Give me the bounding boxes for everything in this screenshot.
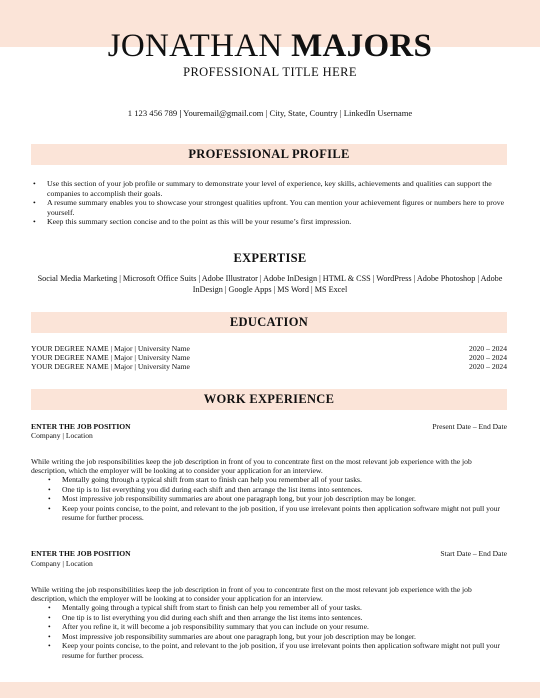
degree-dates: 2020 – 2024: [469, 362, 507, 371]
candidate-name: [0, 28, 540, 64]
profile-bullet: • Keep this summary section concise and to the point as this will be your resume’s first impression.: [31, 217, 509, 227]
job-bullet: • One tip is to list everything you did during each shift and then arrange the list items into sentences.: [48, 485, 508, 495]
job-title: ENTER THE JOB POSITION: [31, 422, 131, 431]
job-dates: Present Date – End Date: [432, 422, 507, 431]
first-name: JONATHAN: [107, 28, 283, 64]
education-heading: EDUCATION: [31, 312, 507, 333]
contact-email: Youremail@gmail.com: [183, 108, 264, 118]
contact-linkedin: LinkedIn Username: [343, 108, 413, 118]
job-description: While writing the job responsibilities keep the job description in front of you to concentrate first on the most relevant job experience with the job description, which the employer will be looking at to consider your application for an interview.: [31, 457, 472, 476]
contact-location: City, State, Country: [269, 108, 338, 118]
job-bullet-list: [48, 475, 508, 523]
education-row: [31, 353, 507, 362]
job-bullet: • One tip is to list everything you did during each shift and then arrange the list items into sentences.: [48, 613, 508, 623]
profile-bullet: • A resume summary enables you to showcase your strongest qualities upfront. You can mention your achievement figures or numbers here to prove yourself.: [31, 198, 509, 217]
profile-list: [31, 179, 509, 227]
job-dates: Start Date – End Date: [440, 549, 507, 558]
profile-bullet: • Use this section of your job profile or summary to demonstrate your level of experience, key skills, achievements and qualities can support the companies to accomplish their goals.: [31, 179, 509, 198]
profile-heading: PROFESSIONAL PROFILE: [31, 144, 507, 165]
job-bullet: • Most impressive job responsibility summaries are about one paragraph long, but your job description may be longer.: [48, 632, 508, 642]
last-name: MAJORS: [291, 28, 433, 64]
job-bullet: • Keep your points concise, to the point, and relevant to the job position, if you use irrelevant points then application software might not pull your resume for further process.: [48, 641, 508, 660]
job-company: Company | Location: [31, 431, 93, 440]
contact-line: 1 123 456 789 | Youremail@gmail.com | City, State, Country | LinkedIn Username: [127, 108, 413, 118]
education-row: [31, 344, 507, 353]
job-bullet: • Mentally going through a typical shift from start to finish can help you remember all of your tasks.: [48, 475, 508, 485]
job-title: ENTER THE JOB POSITION: [31, 549, 131, 558]
work-heading: WORK EXPERIENCE: [31, 389, 507, 410]
job-bullet: • Keep your points concise, to the point, and relevant to the job position, if you use irrelevant points then application software might not pull your resume for further process.: [48, 504, 508, 523]
degree-name: YOUR DEGREE NAME | Major | University Name: [31, 362, 190, 371]
footer-band: [0, 682, 540, 698]
expertise-heading: EXPERTISE: [233, 251, 307, 265]
job-bullet: • Most impressive job responsibility summaries are about one paragraph long, but your job description may be longer.: [48, 494, 508, 504]
job-company: Company | Location: [31, 559, 93, 568]
skills-list: Social Media Marketing | Microsoft Office Suits | Adobe Illustrator | Adobe InDesign | HTML & CSS | WordPress | Adobe Photoshop | Adobe InDesign | Google Apps | MS Word | MS Excel: [37, 274, 503, 294]
degree-dates: 2020 – 2024: [469, 353, 507, 362]
degree-name: YOUR DEGREE NAME | Major | University Name: [31, 344, 190, 353]
job-description: While writing the job responsibilities keep the job description in front of you to concentrate first on the most relevant job experience with the job description, which the employer will be looking at to consider your application for an interview.: [31, 585, 472, 604]
job-bullet: • After you refine it, it will become a job responsibility summary that you can include on your resume.: [48, 622, 508, 632]
degree-name: YOUR DEGREE NAME | Major | University Name: [31, 353, 190, 362]
job-bullet: • Mentally going through a typical shift from start to finish can help you remember all of your tasks.: [48, 603, 508, 613]
education-row: [31, 362, 507, 371]
job-bullet-list: [48, 603, 508, 661]
contact-phone: 1 123 456 789: [127, 108, 178, 118]
professional-title: PROFESSIONAL TITLE HERE: [183, 65, 357, 79]
degree-dates: 2020 – 2024: [469, 344, 507, 353]
